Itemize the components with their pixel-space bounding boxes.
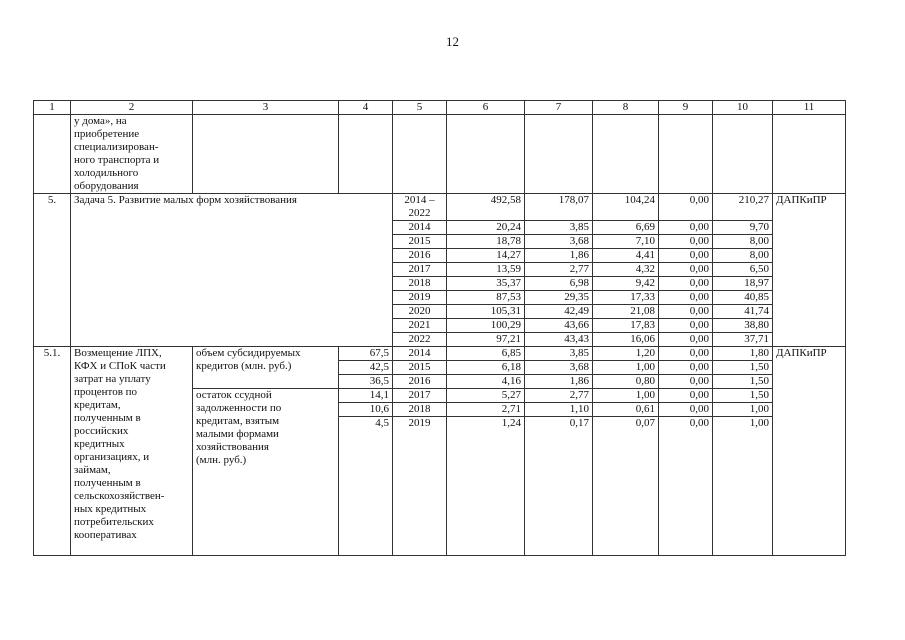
value-cell: 4,41	[593, 249, 659, 263]
header-cell: 1	[34, 101, 71, 115]
value-cell: 9,42	[593, 277, 659, 291]
continuation-text: у дома», на приобретение специализирован- ного транспорта и холодильного оборудования	[71, 115, 193, 194]
indicator-value: 4,5	[339, 417, 393, 431]
year-cell: 2017	[393, 263, 447, 277]
value-cell: 100,29	[447, 319, 525, 333]
year-cell: 2016	[393, 249, 447, 263]
year-cell: 2019	[393, 291, 447, 305]
value-cell: 0,00	[659, 277, 713, 291]
value-cell: 3,68	[525, 361, 593, 375]
value-cell: 3,85	[525, 221, 593, 235]
value-cell: 1,86	[525, 249, 593, 263]
value-cell: 1,80	[713, 347, 773, 361]
value-cell: 1,00	[593, 389, 659, 403]
value-cell: 13,59	[447, 263, 525, 277]
measure51-executor: ДАПКиПР	[773, 347, 846, 556]
year-cell: 2021	[393, 319, 447, 333]
header-cell: 11	[773, 101, 846, 115]
indicator-value: 42,5	[339, 361, 393, 375]
year-cell: 2015	[393, 235, 447, 249]
indicator-value: 36,5	[339, 375, 393, 389]
empty-cell	[447, 115, 525, 194]
value-cell: 1,00	[713, 403, 773, 417]
indicator-value: 14,1	[339, 389, 393, 403]
value-cell: 1,00	[593, 361, 659, 375]
year-cell: 2017	[393, 389, 447, 403]
empty-cell	[593, 115, 659, 194]
year-cell: 2019	[393, 417, 447, 431]
empty-cell	[393, 430, 447, 555]
value-cell: 0,00	[659, 333, 713, 347]
value-cell: 1,50	[713, 389, 773, 403]
indicator-value: 67,5	[339, 347, 393, 361]
empty-cell	[593, 430, 659, 555]
value-cell: 43,43	[525, 333, 593, 347]
task5-number: 5.	[34, 194, 71, 347]
value-cell: 0,00	[659, 389, 713, 403]
value-cell: 6,98	[525, 277, 593, 291]
value-cell: 40,85	[713, 291, 773, 305]
empty-cell	[193, 115, 339, 194]
value-cell: 178,07	[525, 194, 593, 221]
value-cell: 0,80	[593, 375, 659, 389]
value-cell: 4,16	[447, 375, 525, 389]
task5-executor: ДАПКиПР	[773, 194, 846, 347]
value-cell: 1,50	[713, 361, 773, 375]
value-cell: 20,24	[447, 221, 525, 235]
value-cell: 0,00	[659, 403, 713, 417]
value-cell: 17,83	[593, 319, 659, 333]
header-cell: 10	[713, 101, 773, 115]
value-cell: 1,50	[713, 375, 773, 389]
value-cell: 6,85	[447, 347, 525, 361]
measure51-number: 5.1.	[34, 347, 71, 556]
value-cell: 5,27	[447, 389, 525, 403]
value-cell: 1,10	[525, 403, 593, 417]
year-cell: 2020	[393, 305, 447, 319]
value-cell: 4,32	[593, 263, 659, 277]
value-cell: 0,00	[659, 249, 713, 263]
task5-title: Задача 5. Развитие малых форм хозяйствования	[71, 194, 393, 347]
value-cell: 0,00	[659, 221, 713, 235]
measure51-name: Возмещение ЛПХ, КФХ и СПоК части затрат на уплату процентов по кредитам, полученным в российских кредитных организациях, и займам, полученным в сельскохозяйствен- ных кредитных потребительских кооперативах	[71, 347, 193, 556]
value-cell: 6,50	[713, 263, 773, 277]
value-cell: 14,27	[447, 249, 525, 263]
empty-cell	[659, 115, 713, 194]
value-cell: 9,70	[713, 221, 773, 235]
value-cell: 0,00	[659, 305, 713, 319]
value-cell: 29,35	[525, 291, 593, 305]
year-cell: 2014	[393, 347, 447, 361]
page-number: 12	[446, 34, 459, 49]
continuation-row	[34, 115, 846, 194]
header-cell: 5	[393, 101, 447, 115]
value-cell: 1,20	[593, 347, 659, 361]
column-number-row	[34, 101, 846, 115]
empty-cell	[393, 115, 447, 194]
header-cell: 3	[193, 101, 339, 115]
header-cell: 7	[525, 101, 593, 115]
value-cell: 2,77	[525, 389, 593, 403]
value-cell: 0,00	[659, 375, 713, 389]
value-cell: 0,00	[659, 194, 713, 221]
value-cell: 0,00	[659, 235, 713, 249]
value-cell: 1,24	[447, 417, 525, 431]
value-cell: 97,21	[447, 333, 525, 347]
header-cell: 9	[659, 101, 713, 115]
value-cell: 105,31	[447, 305, 525, 319]
year-cell: 2014	[393, 221, 447, 235]
value-cell: 0,00	[659, 291, 713, 305]
header-cell: 8	[593, 101, 659, 115]
value-cell: 492,58	[447, 194, 525, 221]
value-cell: 41,74	[713, 305, 773, 319]
value-cell: 43,66	[525, 319, 593, 333]
header-cell: 4	[339, 101, 393, 115]
empty-cell	[339, 430, 393, 555]
value-cell: 104,24	[593, 194, 659, 221]
value-cell: 35,37	[447, 277, 525, 291]
value-cell: 18,78	[447, 235, 525, 249]
empty-cell	[713, 430, 773, 555]
value-cell: 210,27	[713, 194, 773, 221]
header-cell: 2	[71, 101, 193, 115]
empty-cell	[713, 115, 773, 194]
value-cell: 2,71	[447, 403, 525, 417]
value-cell: 6,69	[593, 221, 659, 235]
value-cell: 1,86	[525, 375, 593, 389]
indicator-credit-volume: объем субсидируемых кредитов (млн. руб.)	[193, 347, 339, 389]
empty-cell	[525, 430, 593, 555]
value-cell: 37,71	[713, 333, 773, 347]
value-cell: 0,00	[659, 361, 713, 375]
year-cell: 2018	[393, 403, 447, 417]
header-cell: 6	[447, 101, 525, 115]
empty-cell	[339, 115, 393, 194]
indicator-value: 10,6	[339, 403, 393, 417]
value-cell: 87,53	[447, 291, 525, 305]
empty-cell	[447, 430, 525, 555]
value-cell: 0,00	[659, 319, 713, 333]
empty-cell	[659, 430, 713, 555]
value-cell: 18,97	[713, 277, 773, 291]
value-cell: 3,85	[525, 347, 593, 361]
empty-cell	[34, 115, 71, 194]
value-cell: 8,00	[713, 235, 773, 249]
year-cell: 2014 – 2022	[393, 194, 447, 221]
value-cell: 42,49	[525, 305, 593, 319]
year-cell: 2016	[393, 375, 447, 389]
value-cell: 38,80	[713, 319, 773, 333]
value-cell: 2,77	[525, 263, 593, 277]
value-cell: 8,00	[713, 249, 773, 263]
year-cell: 2015	[393, 361, 447, 375]
program-table	[33, 100, 846, 556]
empty-cell	[525, 115, 593, 194]
value-cell: 0,07	[593, 417, 659, 431]
value-cell: 3,68	[525, 235, 593, 249]
value-cell: 0,17	[525, 417, 593, 431]
value-cell: 0,61	[593, 403, 659, 417]
task5-row	[34, 194, 846, 221]
empty-cell	[773, 115, 846, 194]
year-cell: 2018	[393, 277, 447, 291]
measure51-row	[34, 347, 846, 361]
year-cell: 2022	[393, 333, 447, 347]
value-cell: 17,33	[593, 291, 659, 305]
value-cell: 6,18	[447, 361, 525, 375]
value-cell: 0,00	[659, 263, 713, 277]
indicator-loan-balance: остаток ссудной задолженности по кредитам, взятым малыми формами хозяйствования (млн. руб.)	[193, 389, 339, 556]
value-cell: 21,08	[593, 305, 659, 319]
value-cell: 0,00	[659, 417, 713, 431]
value-cell: 16,06	[593, 333, 659, 347]
value-cell: 0,00	[659, 347, 713, 361]
value-cell: 1,00	[713, 417, 773, 431]
value-cell: 7,10	[593, 235, 659, 249]
